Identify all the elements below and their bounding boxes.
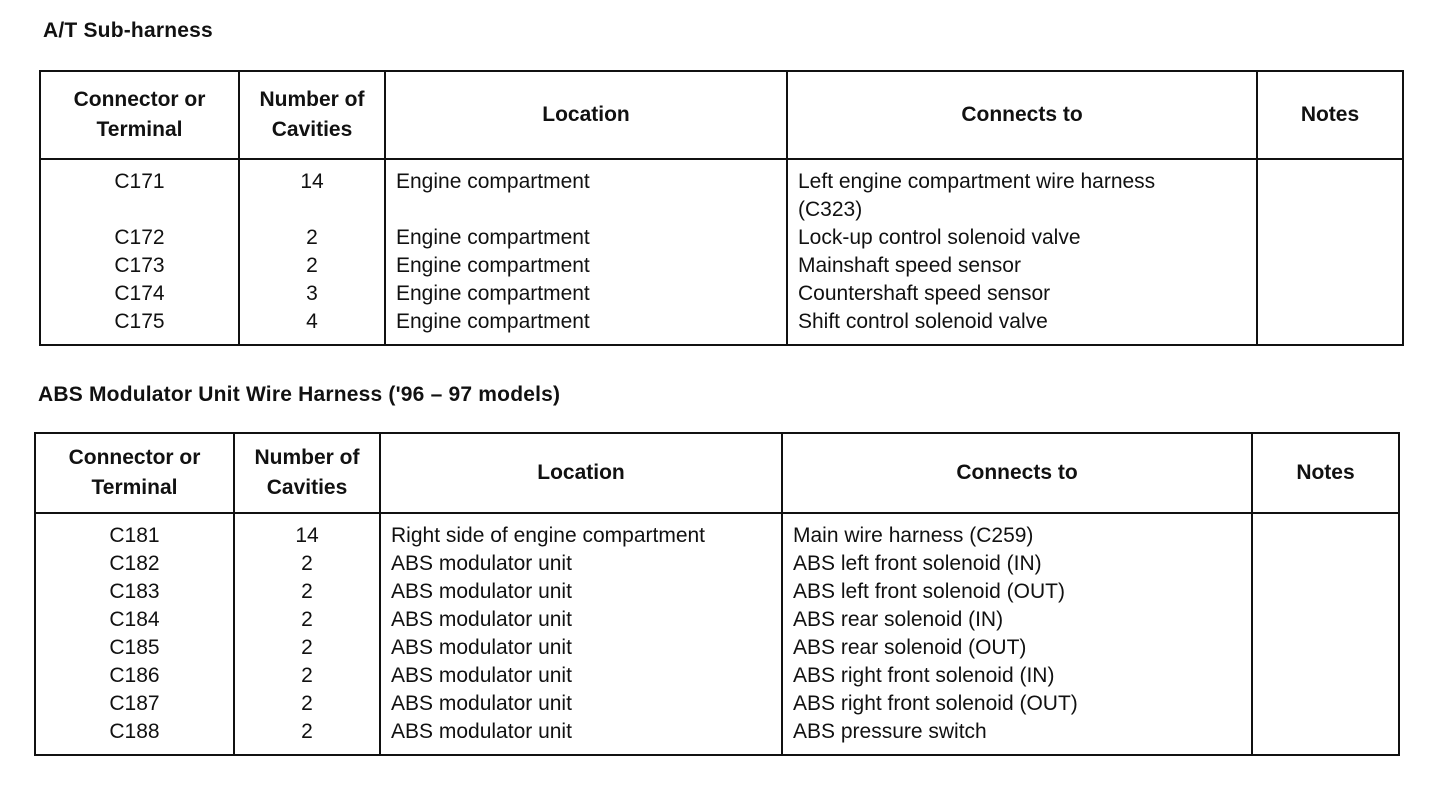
table-row bbox=[35, 662, 1399, 690]
location-cell: ABS modulator unit bbox=[380, 634, 782, 662]
connector-cell: C185 bbox=[35, 634, 234, 662]
section-title-at-sub-harness: A/T Sub-harness bbox=[43, 19, 213, 42]
connects-to-cell: ABS rear solenoid (IN) bbox=[782, 606, 1252, 634]
table-header-row bbox=[40, 71, 1403, 159]
section-title-abs-modulator: ABS Modulator Unit Wire Harness ('96 – 97 models) bbox=[38, 383, 561, 406]
header-connector: Connector or Terminal bbox=[35, 433, 234, 513]
connects-to-cell: Left engine compartment wire harness (C323) bbox=[787, 159, 1257, 224]
connects-to-cell: Countershaft speed sensor bbox=[787, 280, 1257, 308]
notes-cell bbox=[1252, 578, 1399, 606]
table-row bbox=[40, 159, 1403, 224]
header-location: Location bbox=[380, 433, 782, 513]
header-notes: Notes bbox=[1257, 71, 1403, 159]
connector-cell: C174 bbox=[40, 280, 239, 308]
notes-cell bbox=[1257, 252, 1403, 280]
connects-to-cell: Lock-up control solenoid valve bbox=[787, 224, 1257, 252]
connects-to-cell: ABS left front solenoid (OUT) bbox=[782, 578, 1252, 606]
table-row bbox=[35, 634, 1399, 662]
connector-cell: C187 bbox=[35, 690, 234, 718]
cavities-cell: 2 bbox=[234, 634, 380, 662]
connects-to-cell: ABS rear solenoid (OUT) bbox=[782, 634, 1252, 662]
connects-to-cell: Main wire harness (C259) bbox=[782, 513, 1252, 550]
cavities-cell: 2 bbox=[234, 718, 380, 755]
connector-cell: C186 bbox=[35, 662, 234, 690]
connects-to-cell: Shift control solenoid valve bbox=[787, 308, 1257, 345]
cavities-cell: 3 bbox=[239, 280, 385, 308]
table-row bbox=[35, 606, 1399, 634]
header-location: Location bbox=[385, 71, 787, 159]
location-cell: ABS modulator unit bbox=[380, 606, 782, 634]
notes-cell bbox=[1257, 280, 1403, 308]
table-row bbox=[40, 308, 1403, 345]
cavities-cell: 14 bbox=[239, 159, 385, 224]
notes-cell bbox=[1252, 718, 1399, 755]
abs-modulator-harness-table bbox=[34, 432, 1400, 756]
connector-cell: C172 bbox=[40, 224, 239, 252]
cavities-cell: 2 bbox=[234, 690, 380, 718]
cavities-cell: 2 bbox=[239, 224, 385, 252]
notes-cell bbox=[1257, 224, 1403, 252]
header-cavities: Number of Cavities bbox=[239, 71, 385, 159]
notes-cell bbox=[1252, 550, 1399, 578]
cavities-cell: 2 bbox=[239, 252, 385, 280]
connector-cell: C182 bbox=[35, 550, 234, 578]
header-notes: Notes bbox=[1252, 433, 1399, 513]
header-connector: Connector or Terminal bbox=[40, 71, 239, 159]
table-row bbox=[40, 280, 1403, 308]
notes-cell bbox=[1252, 634, 1399, 662]
location-cell: Right side of engine compartment bbox=[380, 513, 782, 550]
location-cell: Engine compartment bbox=[385, 224, 787, 252]
location-cell: ABS modulator unit bbox=[380, 550, 782, 578]
location-cell: ABS modulator unit bbox=[380, 662, 782, 690]
at-sub-harness-table bbox=[39, 70, 1404, 346]
header-cavities: Number of Cavities bbox=[234, 433, 380, 513]
cavities-cell: 14 bbox=[234, 513, 380, 550]
cavities-cell: 2 bbox=[234, 606, 380, 634]
header-connects-to: Connects to bbox=[782, 433, 1252, 513]
cavities-cell: 2 bbox=[234, 550, 380, 578]
connector-cell: C181 bbox=[35, 513, 234, 550]
cavities-cell: 4 bbox=[239, 308, 385, 345]
table-row bbox=[40, 252, 1403, 280]
location-cell: Engine compartment bbox=[385, 159, 787, 224]
location-cell: ABS modulator unit bbox=[380, 578, 782, 606]
location-cell: Engine compartment bbox=[385, 252, 787, 280]
header-connects-to: Connects to bbox=[787, 71, 1257, 159]
notes-cell bbox=[1252, 690, 1399, 718]
connects-to-cell: ABS right front solenoid (IN) bbox=[782, 662, 1252, 690]
table-row bbox=[35, 690, 1399, 718]
notes-cell bbox=[1252, 513, 1399, 550]
connects-to-cell: Mainshaft speed sensor bbox=[787, 252, 1257, 280]
connects-to-cell: ABS right front solenoid (OUT) bbox=[782, 690, 1252, 718]
location-cell: ABS modulator unit bbox=[380, 690, 782, 718]
location-cell: Engine compartment bbox=[385, 280, 787, 308]
notes-cell bbox=[1252, 606, 1399, 634]
table-row bbox=[40, 224, 1403, 252]
table-row bbox=[35, 578, 1399, 606]
table-row bbox=[35, 718, 1399, 755]
table-row bbox=[35, 513, 1399, 550]
cavities-cell: 2 bbox=[234, 578, 380, 606]
notes-cell bbox=[1252, 662, 1399, 690]
location-cell: Engine compartment bbox=[385, 308, 787, 345]
table-row bbox=[35, 550, 1399, 578]
table-header-row bbox=[35, 433, 1399, 513]
connector-cell: C184 bbox=[35, 606, 234, 634]
connector-cell: C175 bbox=[40, 308, 239, 345]
cavities-cell: 2 bbox=[234, 662, 380, 690]
connector-cell: C171 bbox=[40, 159, 239, 224]
notes-cell bbox=[1257, 159, 1403, 224]
location-cell: ABS modulator unit bbox=[380, 718, 782, 755]
notes-cell bbox=[1257, 308, 1403, 345]
connects-to-cell: ABS pressure switch bbox=[782, 718, 1252, 755]
connector-cell: C173 bbox=[40, 252, 239, 280]
connects-to-cell: ABS left front solenoid (IN) bbox=[782, 550, 1252, 578]
connector-cell: C183 bbox=[35, 578, 234, 606]
connector-cell: C188 bbox=[35, 718, 234, 755]
